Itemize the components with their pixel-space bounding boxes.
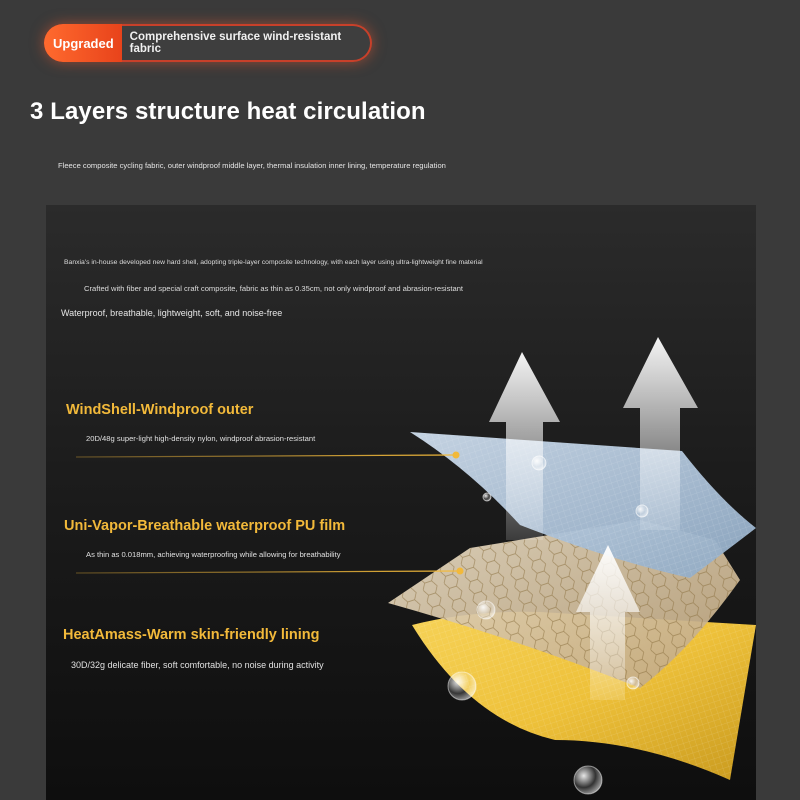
upgraded-badge: Upgraded bbox=[44, 24, 122, 62]
layer-title-film: Uni-Vapor-Breathable waterproof PU film bbox=[64, 518, 346, 534]
leader-line-outer bbox=[76, 452, 460, 459]
intro-line-1: Banxia's in-house developed new hard shell, adopting triple-layer composite technology, with each layer using ultra-lightweight fine material bbox=[64, 259, 483, 266]
intro-line-2: Crafted with fiber and special craft composite, fabric as thin as 0.35cm, not only windproof and abrasion-resistant bbox=[84, 284, 464, 293]
layer-desc-film: As thin as 0.018mm, achieving waterproofing while allowing for breathability bbox=[86, 550, 341, 559]
banner-text: Comprehensive surface wind-resistant fabric bbox=[129, 31, 342, 55]
page-subtitle: Fleece composite cycling fabric, outer windproof middle layer, thermal insulation inner lining, temperature regulation bbox=[58, 161, 446, 170]
layer-title-outer: WindShell-Windproof outer bbox=[66, 402, 254, 418]
layer-desc-lining: 30D/32g delicate fiber, soft comfortable, no noise during activity bbox=[71, 660, 324, 670]
layer-desc-outer: 20D/48g super-light high-density nylon, windproof abrasion-resistant bbox=[86, 434, 316, 443]
layer-title-lining: HeatAmass-Warm skin-friendly lining bbox=[63, 627, 320, 643]
page-title: 3 Layers structure heat circulation bbox=[30, 98, 426, 125]
intro-line-3: Waterproof, breathable, lightweight, soft, and noise-free bbox=[61, 308, 283, 318]
leader-line-film bbox=[76, 568, 464, 575]
